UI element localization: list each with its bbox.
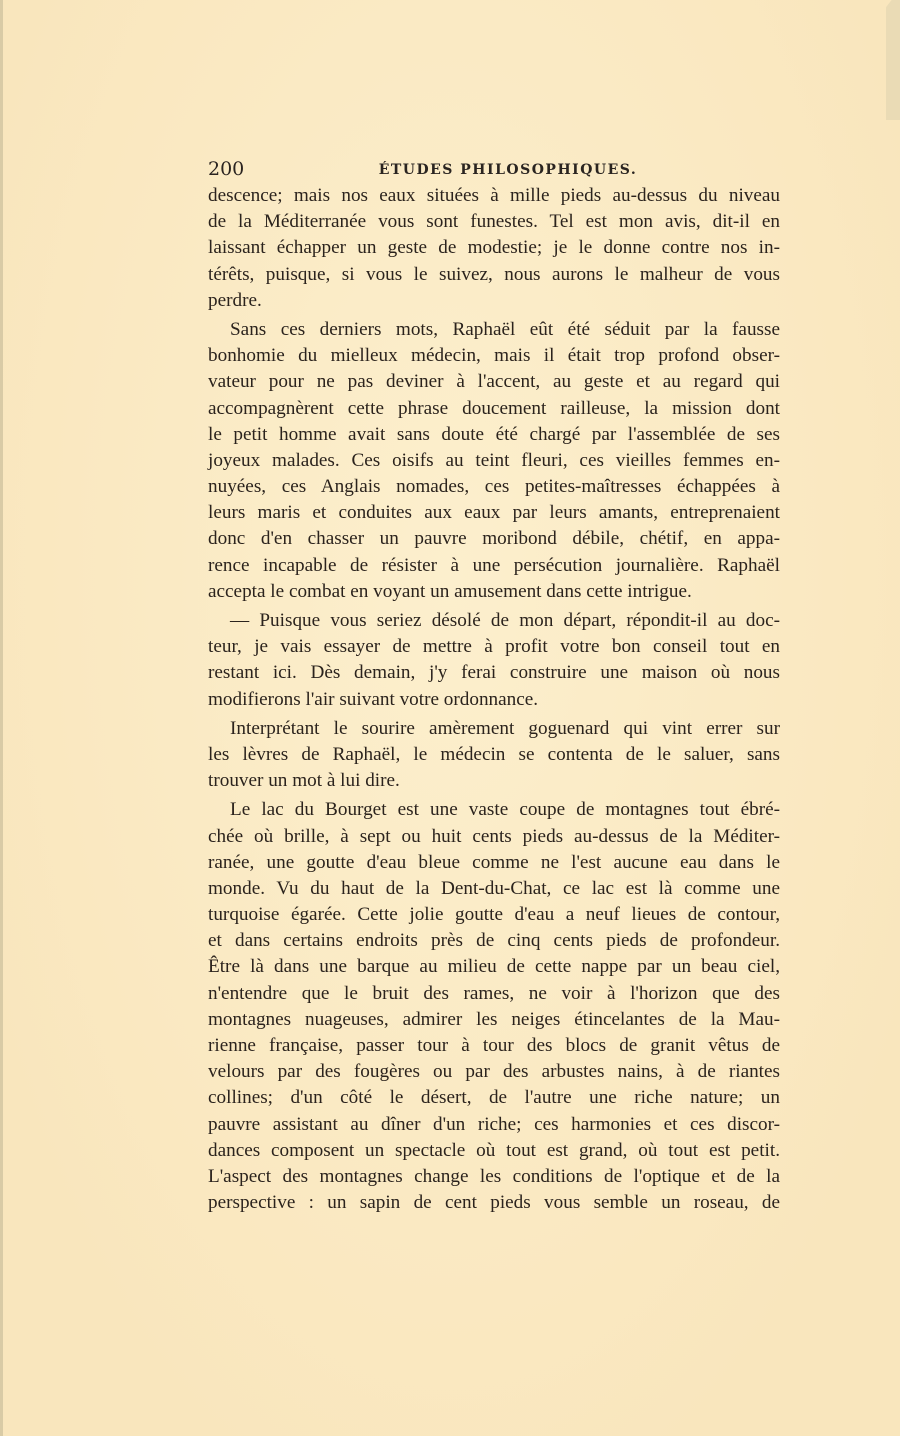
paragraph [208,716,780,795]
text-line: trouver un mot à lui dire. [208,770,400,792]
text-line: vateur pour ne pas deviner à l'accent, au geste et au regard qui [208,371,780,393]
text-line: velours par des fougères ou par des arbustes nains, à de riantes [208,1061,780,1083]
page-left-edge [0,0,3,1436]
text-line: leurs maris et conduites aux eaux par leurs amants, entreprenaient [208,502,780,524]
text-line: rienne française, passer tour à tour des blocs de granit vêtus de [208,1035,780,1056]
text-line: donc d'en chasser un pauvre moribond débile, chétif, en appa- [208,528,780,550]
text-line: monde. Vu du haut de la Dent-du-Chat, ce lac est là comme une [208,877,780,899]
text-line: bonhomie du mielleux médecin, mais il était trop profond obser- [208,345,780,367]
text-line: Interprétant le sourire amèrement goguenard qui vint errer sur [230,717,780,739]
text-line: n'entendre que le bruit des rames, ne voir à l'horizon que des [208,982,780,1004]
text-line: teur, je vais essayer de mettre à profit votre bon conseil tout en [208,636,780,658]
text-line: collines; d'un côté le désert, de l'autre une riche nature; un [208,1087,780,1109]
text-line: les lèvres de Raphaël, le médecin se contenta de le saluer, sans [208,743,780,765]
paragraph [208,608,780,713]
text-line: Sans ces derniers mots, Raphaël eût été séduit par la fausse [230,318,780,340]
text-line: ranée, une goutte d'eau bleue comme ne l'est aucune eau dans le [208,851,780,873]
text-line: de la Méditerranée vous sont funestes. Tel est mon avis, dit-il en [208,211,780,233]
text-line: accepta le combat en voyant un amusement dans cette intrigue. [208,580,692,602]
text-line: joyeux malades. Ces oisifs au teint fleuri, ces vieilles femmes en- [208,449,780,471]
text-line: Être là dans une barque au milieu de cette nappe par un beau ciel, [208,956,780,978]
text-line: rence incapable de résister à une persécution journalière. Raphaël [208,554,780,576]
text-line: laissant échapper un geste de modestie; je le donne contre nos in- [208,237,780,259]
text-line: turquoise égarée. Cette jolie goutte d'eau a neuf lieues de contour, [208,904,780,926]
text-line: dances composent un spectacle où tout est grand, où tout est petit. [208,1139,780,1161]
running-title: ÉTUDES PHILOSOPHIQUES. [378,162,638,178]
text-line: perdre. [208,289,262,311]
paragraph [208,797,780,1216]
page-corner [886,0,900,120]
page-header [208,158,778,186]
text-line: L'aspect des montagnes change les conditions de l'optique et de la [208,1165,780,1187]
text-line: Le lac du Bourget est une vaste coupe de montagnes tout ébré- [230,799,780,821]
paragraph [208,183,780,314]
text-line: — Puisque vous seriez désolé de mon départ, répondit-il au doc- [230,610,780,631]
text-line: nuyées, ces Anglais nomades, ces petites-maîtresses échappées à [208,476,780,498]
text-line: perspective : un sapin de cent pieds vous semble un roseau, de [208,1192,780,1214]
text-line: descence; mais nos eaux situées à mille pieds au-dessus du niveau [208,185,780,206]
text-line: restant ici. Dès demain, j'y ferai construire une maison où nous [208,662,780,684]
page-number: 200 [208,158,245,180]
body-text [208,183,780,1216]
text-line: accompagnèrent cette phrase doucement railleuse, la mission dont [208,397,780,419]
text-line: et dans certains endroits près de cinq cents pieds de profondeur. [208,930,780,952]
text-line: le petit homme avait sans doute été chargé par l'assemblée de ses [208,423,780,445]
text-line: térêts, puisque, si vous le suivez, nous aurons le malheur de vous [208,263,780,285]
text-line: pauvre assistant au dîner d'un riche; ces harmonies et ces discor- [208,1113,780,1135]
text-line: chée où brille, à sept ou huit cents pieds au-dessus de la Méditer- [208,825,780,847]
text-line: montagnes nuageuses, admirer les neiges étincelantes de la Mau- [208,1008,780,1030]
paragraph [208,317,780,605]
text-line: modifierons l'air suivant votre ordonnance. [208,688,539,710]
